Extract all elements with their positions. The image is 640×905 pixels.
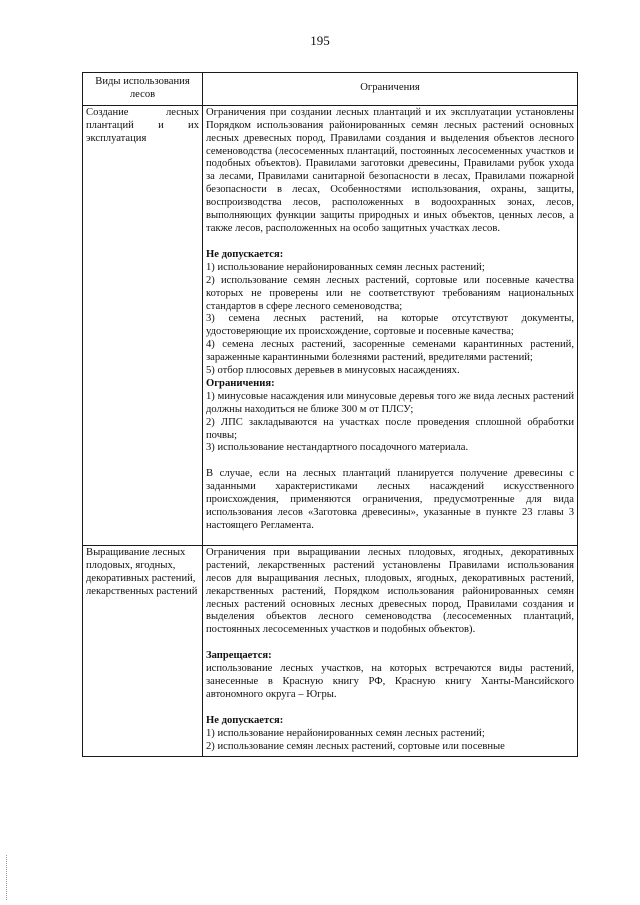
header-restrictions: Ограничения (203, 73, 578, 106)
not-allowed-item: 1) использование нерайонированных семян лесных растений; (206, 727, 485, 739)
forest-use-name: Создание лесных плантаций и их эксплуатация (86, 106, 199, 144)
forest-use-name: Выращивание лесных плодовых, ягодных, декоративных растений, лекарственных растений (86, 546, 198, 597)
not-allowed-item: 2) использование семян лесных растений, сортовые или посевные (206, 740, 505, 752)
not-allowed-item: 1) использование нерайонированных семян лесных растений; (206, 261, 485, 273)
limits-item: 2) ЛПС закладываются на участках после проведения сплошной обработки почвы; (206, 416, 574, 441)
restrictions-cell (203, 105, 578, 545)
forest-use-cell (83, 545, 203, 756)
restrictions-intro: Ограничения при выращивании лесных плодовых, ягодных, декоративных растений, лекарственных растений установлены Правилами использования лесов для выращивания лесных, плодовых, ягодных, декоративных растений, лекарственных растений, Порядком использования районированных семян лесных растений основных лесных древесных пород, Правилами создания и выделения объектов лесного семеноводства (лесосеменных плантаций, постоянных лесосеменных участков и подобных объектов). (206, 546, 574, 636)
limits-item: 3) использование нестандартного посадочного материала. (206, 442, 469, 454)
page-number: 195 (310, 33, 330, 48)
header-forest-use-types: Виды использования лесов (83, 73, 203, 106)
scan-margin-marks (6, 855, 11, 900)
forbidden-heading: Запрещается: (206, 650, 272, 662)
forest-use-cell (83, 105, 203, 545)
not-allowed-item: 3) семена лесных растений, на которые отсутствуют документы, удостоверяющие их происхождение, сортовые и посевные качества; (206, 313, 574, 338)
restrictions-intro: Ограничения при создании лесных плантаций и их эксплуатации установлены Порядком использования районированных семян лесных растений основных лесных древесных пород, Правилами создания и выделения объектов лесного семеноводства (лесосеменных плантаций, постоянных лесосеменных участков и подобных объектов). Правилами заготовки древесины, Правилами рубок ухода за лесами, Правилами санитарной безопасности в лесах, Правилами пожарной безопасности в лесах, Особенностями использования, охраны, защиты, воспроизводства лесов, расположенных в водоохранных зонах, лесов, выполняющих функции защиты природных и иных объектов, ценных лесов, а также лесов, расположенных на особо защитных участках лесов. (206, 106, 574, 234)
forbidden-text: использование лесных участков, на которых встречаются виды растений, занесенные в Красную книгу РФ, Красную книгу Ханты-Мансийского автономного округа – Югры. (206, 663, 574, 700)
closing-paragraph: В случае, если на лесных плантаций планируется получение древесины с заданными характеристиками лесных насаждений искусственного происхождения, применяются ограничения, предусмотренные для вида использования лесов «Заготовка древесины», указанные в пункте 23 главы 3 настоящего Регламента. (206, 468, 574, 531)
not-allowed-heading: Не допускается: (206, 714, 284, 726)
not-allowed-heading: Не допускается: (206, 248, 284, 260)
not-allowed-item: 2) использование семян лесных растений, сортовые или посевные качества которых не проверены или не соответствуют требованиям национальных стандартов в сфере лесного семеноводства; (206, 274, 574, 312)
table-header-row (83, 73, 578, 106)
restrictions-cell (203, 545, 578, 756)
limits-heading: Ограничения: (206, 377, 275, 389)
table-row (83, 545, 578, 756)
not-allowed-item: 5) отбор плюсовых деревьев в минусовых насаждениях. (206, 365, 460, 377)
limits-item: 1) минусовые насаждения или минусовые деревья того же вида лесных растений должны находиться не ближе 300 м от ПЛСУ; (206, 390, 574, 415)
table-row (83, 105, 578, 545)
not-allowed-item: 4) семена лесных растений, засоренные семенами карантинных растений, зараженные карантинными болезнями растений, вредителями растений; (206, 339, 574, 364)
restrictions-table (82, 72, 578, 757)
